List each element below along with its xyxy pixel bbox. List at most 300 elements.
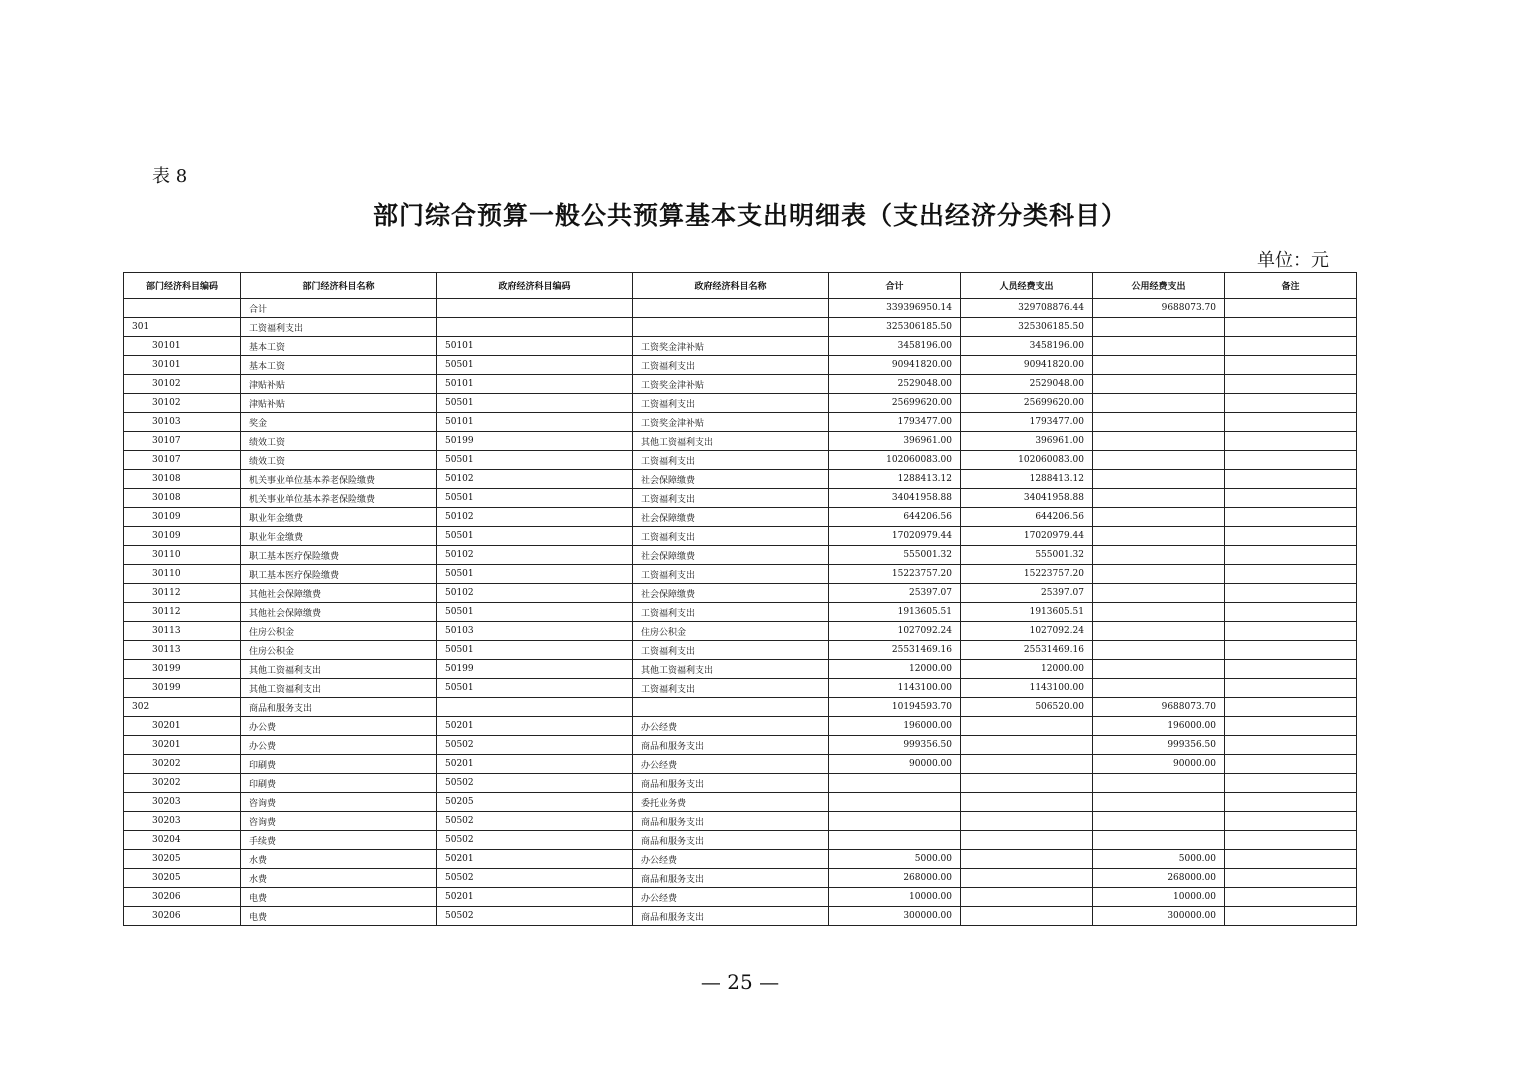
column-header: 政府经济科目名称 (633, 273, 829, 299)
cell-personnel: 15223757.20 (961, 565, 1093, 584)
table-row (124, 546, 1357, 565)
cell-note (1225, 622, 1357, 641)
cell-total: 3458196.00 (829, 337, 961, 356)
cell-dept-name: 印刷费 (241, 774, 437, 793)
cell-dept-code: 30112 (124, 584, 241, 603)
cell-total: 644206.56 (829, 508, 961, 527)
cell-personnel (961, 831, 1093, 850)
cell-note (1225, 831, 1357, 850)
cell-public (1093, 337, 1225, 356)
cell-gov-code: 50501 (437, 565, 633, 584)
cell-total: 2529048.00 (829, 375, 961, 394)
cell-total: 10194593.70 (829, 698, 961, 717)
table-row (124, 698, 1357, 717)
cell-personnel (961, 774, 1093, 793)
cell-gov-name: 其他工资福利支出 (633, 432, 829, 451)
cell-dept-name: 工资福利支出 (241, 318, 437, 337)
cell-dept-name: 职工基本医疗保险缴费 (241, 546, 437, 565)
cell-personnel (961, 755, 1093, 774)
cell-gov-name (633, 698, 829, 717)
cell-dept-name: 咨询费 (241, 812, 437, 831)
cell-dept-code: 30206 (124, 888, 241, 907)
cell-gov-code: 50502 (437, 812, 633, 831)
cell-dept-name: 其他社会保障缴费 (241, 603, 437, 622)
cell-total: 90000.00 (829, 755, 961, 774)
cell-gov-name: 办公经费 (633, 717, 829, 736)
cell-note (1225, 660, 1357, 679)
cell-note (1225, 717, 1357, 736)
cell-gov-name: 工资福利支出 (633, 527, 829, 546)
cell-total: 90941820.00 (829, 356, 961, 375)
cell-personnel: 25397.07 (961, 584, 1093, 603)
cell-personnel: 555001.32 (961, 546, 1093, 565)
cell-dept-code: 30203 (124, 793, 241, 812)
cell-dept-name: 住房公积金 (241, 641, 437, 660)
cell-total (829, 774, 961, 793)
cell-dept-code: 30206 (124, 907, 241, 926)
cell-total: 268000.00 (829, 869, 961, 888)
cell-public (1093, 451, 1225, 470)
unit-label: 单位：元 (1257, 250, 1329, 271)
cell-gov-code (437, 698, 633, 717)
table-row (124, 793, 1357, 812)
cell-public: 9688073.70 (1093, 299, 1225, 318)
cell-dept-code: 30113 (124, 622, 241, 641)
cell-gov-code (437, 299, 633, 318)
cell-dept-name: 职业年金缴费 (241, 527, 437, 546)
budget-table (123, 272, 1357, 926)
cell-personnel (961, 850, 1093, 869)
cell-total: 25699620.00 (829, 394, 961, 413)
cell-personnel (961, 907, 1093, 926)
column-header: 备注 (1225, 273, 1357, 299)
cell-dept-name: 津贴补贴 (241, 375, 437, 394)
cell-gov-code: 50201 (437, 888, 633, 907)
cell-total: 339396950.14 (829, 299, 961, 318)
cell-dept-name: 手续费 (241, 831, 437, 850)
cell-personnel (961, 888, 1093, 907)
cell-personnel: 17020979.44 (961, 527, 1093, 546)
cell-dept-name: 电费 (241, 888, 437, 907)
cell-public: 268000.00 (1093, 869, 1225, 888)
cell-dept-code: 30107 (124, 451, 241, 470)
cell-personnel: 3458196.00 (961, 337, 1093, 356)
cell-gov-name: 办公经费 (633, 850, 829, 869)
cell-total (829, 812, 961, 831)
table-row (124, 356, 1357, 375)
table-row (124, 869, 1357, 888)
cell-gov-code: 50201 (437, 717, 633, 736)
cell-gov-code: 50102 (437, 470, 633, 489)
cell-personnel: 90941820.00 (961, 356, 1093, 375)
table-row (124, 641, 1357, 660)
cell-gov-name: 工资福利支出 (633, 641, 829, 660)
cell-gov-name: 工资福利支出 (633, 394, 829, 413)
cell-personnel: 25531469.16 (961, 641, 1093, 660)
cell-personnel: 396961.00 (961, 432, 1093, 451)
cell-gov-code: 50502 (437, 736, 633, 755)
cell-public (1093, 679, 1225, 698)
cell-total: 34041958.88 (829, 489, 961, 508)
cell-dept-name: 基本工资 (241, 356, 437, 375)
cell-gov-name: 工资奖金津补贴 (633, 413, 829, 432)
cell-note (1225, 679, 1357, 698)
cell-total: 1027092.24 (829, 622, 961, 641)
cell-public: 5000.00 (1093, 850, 1225, 869)
cell-dept-code: 30112 (124, 603, 241, 622)
cell-dept-code: 30202 (124, 755, 241, 774)
table-row (124, 850, 1357, 869)
cell-dept-code: 30102 (124, 394, 241, 413)
cell-gov-code: 50501 (437, 394, 633, 413)
cell-gov-code: 50101 (437, 413, 633, 432)
page-title: 部门综合预算一般公共预算基本支出明细表（支出经济分类科目） (372, 201, 1127, 230)
cell-gov-name: 商品和服务支出 (633, 736, 829, 755)
cell-total: 5000.00 (829, 850, 961, 869)
cell-personnel: 325306185.50 (961, 318, 1093, 337)
cell-dept-name: 津贴补贴 (241, 394, 437, 413)
table-row (124, 375, 1357, 394)
cell-note (1225, 565, 1357, 584)
cell-note (1225, 432, 1357, 451)
cell-gov-code: 50199 (437, 660, 633, 679)
cell-note (1225, 546, 1357, 565)
cell-public (1093, 470, 1225, 489)
cell-gov-code: 50501 (437, 356, 633, 375)
cell-gov-code: 50502 (437, 831, 633, 850)
cell-note (1225, 394, 1357, 413)
cell-gov-code (437, 318, 633, 337)
cell-public (1093, 584, 1225, 603)
cell-gov-name: 工资福利支出 (633, 679, 829, 698)
table-row (124, 413, 1357, 432)
cell-dept-code: 30107 (124, 432, 241, 451)
cell-total: 10000.00 (829, 888, 961, 907)
cell-dept-code: 30199 (124, 660, 241, 679)
table-row (124, 508, 1357, 527)
cell-gov-name: 工资福利支出 (633, 451, 829, 470)
cell-gov-name: 委托业务费 (633, 793, 829, 812)
cell-gov-code: 50101 (437, 337, 633, 356)
cell-public (1093, 660, 1225, 679)
cell-dept-code: 30203 (124, 812, 241, 831)
cell-total: 196000.00 (829, 717, 961, 736)
cell-gov-name: 商品和服务支出 (633, 869, 829, 888)
cell-dept-code: 30110 (124, 546, 241, 565)
cell-gov-code: 50205 (437, 793, 633, 812)
table-row (124, 755, 1357, 774)
table-row (124, 432, 1357, 451)
cell-total: 12000.00 (829, 660, 961, 679)
cell-gov-name: 商品和服务支出 (633, 831, 829, 850)
cell-gov-code: 50501 (437, 603, 633, 622)
cell-dept-name: 职工基本医疗保险缴费 (241, 565, 437, 584)
cell-public (1093, 641, 1225, 660)
cell-dept-name: 合计 (241, 299, 437, 318)
cell-gov-code: 50101 (437, 375, 633, 394)
cell-note (1225, 584, 1357, 603)
cell-dept-name: 水费 (241, 869, 437, 888)
cell-public (1093, 831, 1225, 850)
cell-note (1225, 603, 1357, 622)
cell-public (1093, 318, 1225, 337)
table-row (124, 736, 1357, 755)
cell-total: 999356.50 (829, 736, 961, 755)
cell-dept-name: 住房公积金 (241, 622, 437, 641)
cell-dept-code: 30101 (124, 337, 241, 356)
cell-personnel: 25699620.00 (961, 394, 1093, 413)
cell-public (1093, 603, 1225, 622)
cell-dept-code (124, 299, 241, 318)
cell-gov-name: 工资奖金津补贴 (633, 337, 829, 356)
cell-gov-code: 50502 (437, 907, 633, 926)
cell-dept-code: 30201 (124, 736, 241, 755)
cell-dept-code: 30101 (124, 356, 241, 375)
cell-dept-code: 30108 (124, 489, 241, 508)
column-header: 部门经济科目编码 (124, 273, 241, 299)
cell-personnel: 102060083.00 (961, 451, 1093, 470)
cell-dept-name: 印刷费 (241, 755, 437, 774)
cell-public (1093, 508, 1225, 527)
cell-dept-code: 30205 (124, 869, 241, 888)
cell-public (1093, 812, 1225, 831)
cell-note (1225, 907, 1357, 926)
cell-note (1225, 337, 1357, 356)
table-row (124, 717, 1357, 736)
cell-gov-code: 50102 (437, 584, 633, 603)
cell-personnel: 1913605.51 (961, 603, 1093, 622)
cell-dept-name: 商品和服务支出 (241, 698, 437, 717)
cell-dept-name: 绩效工资 (241, 451, 437, 470)
cell-note (1225, 470, 1357, 489)
page-number: — 25 — (700, 970, 780, 994)
cell-note (1225, 850, 1357, 869)
cell-gov-code: 50102 (437, 546, 633, 565)
cell-dept-name: 机关事业单位基本养老保险缴费 (241, 489, 437, 508)
cell-note (1225, 451, 1357, 470)
cell-gov-name (633, 318, 829, 337)
cell-dept-name: 机关事业单位基本养老保险缴费 (241, 470, 437, 489)
cell-gov-code: 50201 (437, 850, 633, 869)
table-row (124, 470, 1357, 489)
cell-gov-code: 50502 (437, 869, 633, 888)
cell-dept-name: 基本工资 (241, 337, 437, 356)
table-label: 表 8 (152, 166, 188, 187)
table-row (124, 907, 1357, 926)
cell-dept-code: 30103 (124, 413, 241, 432)
cell-dept-name: 其他工资福利支出 (241, 660, 437, 679)
cell-personnel: 329708876.44 (961, 299, 1093, 318)
cell-dept-code: 30102 (124, 375, 241, 394)
table-row (124, 774, 1357, 793)
cell-gov-name: 商品和服务支出 (633, 774, 829, 793)
cell-gov-code: 50501 (437, 641, 633, 660)
cell-personnel (961, 812, 1093, 831)
cell-dept-name: 其他工资福利支出 (241, 679, 437, 698)
cell-personnel (961, 717, 1093, 736)
cell-gov-name: 工资福利支出 (633, 565, 829, 584)
cell-gov-name: 工资福利支出 (633, 603, 829, 622)
cell-gov-code: 50501 (437, 451, 633, 470)
cell-note (1225, 755, 1357, 774)
cell-personnel: 506520.00 (961, 698, 1093, 717)
cell-gov-code: 50102 (437, 508, 633, 527)
cell-gov-code: 50502 (437, 774, 633, 793)
column-header: 部门经济科目名称 (241, 273, 437, 299)
cell-personnel: 1143100.00 (961, 679, 1093, 698)
cell-personnel: 1288413.12 (961, 470, 1093, 489)
cell-note (1225, 299, 1357, 318)
cell-total (829, 793, 961, 812)
cell-gov-name: 工资福利支出 (633, 356, 829, 375)
table-row (124, 299, 1357, 318)
cell-personnel (961, 736, 1093, 755)
cell-gov-name (633, 299, 829, 318)
cell-total: 300000.00 (829, 907, 961, 926)
cell-total: 1143100.00 (829, 679, 961, 698)
cell-public: 196000.00 (1093, 717, 1225, 736)
table-row (124, 451, 1357, 470)
cell-dept-code: 30201 (124, 717, 241, 736)
cell-gov-name: 工资奖金津补贴 (633, 375, 829, 394)
cell-note (1225, 508, 1357, 527)
cell-total: 1288413.12 (829, 470, 961, 489)
cell-dept-name: 电费 (241, 907, 437, 926)
table-row (124, 394, 1357, 413)
cell-public (1093, 565, 1225, 584)
table-row (124, 622, 1357, 641)
cell-gov-name: 住房公积金 (633, 622, 829, 641)
cell-total: 25397.07 (829, 584, 961, 603)
cell-public (1093, 489, 1225, 508)
cell-total: 555001.32 (829, 546, 961, 565)
cell-personnel: 12000.00 (961, 660, 1093, 679)
cell-dept-name: 水费 (241, 850, 437, 869)
cell-note (1225, 698, 1357, 717)
cell-dept-code: 30205 (124, 850, 241, 869)
cell-public (1093, 793, 1225, 812)
cell-public: 999356.50 (1093, 736, 1225, 755)
table-row (124, 812, 1357, 831)
cell-public (1093, 413, 1225, 432)
cell-note (1225, 793, 1357, 812)
cell-public: 90000.00 (1093, 755, 1225, 774)
table-row (124, 888, 1357, 907)
cell-gov-code: 50501 (437, 527, 633, 546)
cell-dept-name: 办公费 (241, 717, 437, 736)
cell-gov-name: 商品和服务支出 (633, 907, 829, 926)
cell-dept-name: 办公费 (241, 736, 437, 755)
cell-gov-code: 50201 (437, 755, 633, 774)
cell-note (1225, 774, 1357, 793)
cell-note (1225, 413, 1357, 432)
cell-note (1225, 318, 1357, 337)
cell-gov-name: 办公经费 (633, 888, 829, 907)
table-row (124, 584, 1357, 603)
cell-personnel: 644206.56 (961, 508, 1093, 527)
cell-note (1225, 356, 1357, 375)
cell-gov-name: 社会保障缴费 (633, 470, 829, 489)
cell-dept-code: 30109 (124, 508, 241, 527)
table-row (124, 831, 1357, 850)
table-row (124, 565, 1357, 584)
table-row (124, 337, 1357, 356)
cell-note (1225, 375, 1357, 394)
table-row (124, 679, 1357, 698)
cell-public (1093, 546, 1225, 565)
table-row (124, 660, 1357, 679)
cell-public (1093, 432, 1225, 451)
cell-public (1093, 356, 1225, 375)
cell-gov-name: 社会保障缴费 (633, 546, 829, 565)
cell-dept-name: 职业年金缴费 (241, 508, 437, 527)
cell-gov-name: 商品和服务支出 (633, 812, 829, 831)
cell-personnel (961, 793, 1093, 812)
cell-dept-name: 其他社会保障缴费 (241, 584, 437, 603)
cell-personnel: 1027092.24 (961, 622, 1093, 641)
column-header: 合计 (829, 273, 961, 299)
cell-dept-code: 30110 (124, 565, 241, 584)
cell-public (1093, 622, 1225, 641)
table-row (124, 527, 1357, 546)
cell-note (1225, 527, 1357, 546)
cell-gov-name: 办公经费 (633, 755, 829, 774)
cell-gov-code: 50103 (437, 622, 633, 641)
table-row (124, 318, 1357, 337)
cell-personnel: 1793477.00 (961, 413, 1093, 432)
cell-note (1225, 888, 1357, 907)
cell-personnel (961, 869, 1093, 888)
cell-gov-name: 工资福利支出 (633, 489, 829, 508)
cell-dept-code: 30113 (124, 641, 241, 660)
cell-total: 396961.00 (829, 432, 961, 451)
column-header: 公用经费支出 (1093, 273, 1225, 299)
cell-dept-code: 30108 (124, 470, 241, 489)
cell-total: 325306185.50 (829, 318, 961, 337)
column-header: 政府经济科目编码 (437, 273, 633, 299)
cell-total: 1793477.00 (829, 413, 961, 432)
cell-total: 15223757.20 (829, 565, 961, 584)
cell-dept-code: 30202 (124, 774, 241, 793)
cell-dept-code: 30109 (124, 527, 241, 546)
cell-public (1093, 774, 1225, 793)
cell-public (1093, 527, 1225, 546)
table-row (124, 489, 1357, 508)
cell-total: 17020979.44 (829, 527, 961, 546)
cell-public: 300000.00 (1093, 907, 1225, 926)
cell-dept-code: 301 (124, 318, 241, 337)
cell-gov-code: 50199 (437, 432, 633, 451)
cell-dept-code: 302 (124, 698, 241, 717)
cell-dept-code: 30199 (124, 679, 241, 698)
cell-gov-code: 50501 (437, 679, 633, 698)
table-row (124, 603, 1357, 622)
cell-note (1225, 869, 1357, 888)
cell-public (1093, 394, 1225, 413)
cell-note (1225, 641, 1357, 660)
cell-dept-code: 30204 (124, 831, 241, 850)
cell-personnel: 2529048.00 (961, 375, 1093, 394)
cell-note (1225, 489, 1357, 508)
cell-note (1225, 736, 1357, 755)
cell-dept-name: 奖金 (241, 413, 437, 432)
cell-total: 102060083.00 (829, 451, 961, 470)
cell-total: 25531469.16 (829, 641, 961, 660)
cell-dept-name: 绩效工资 (241, 432, 437, 451)
cell-gov-name: 社会保障缴费 (633, 508, 829, 527)
cell-public: 10000.00 (1093, 888, 1225, 907)
cell-gov-name: 其他工资福利支出 (633, 660, 829, 679)
